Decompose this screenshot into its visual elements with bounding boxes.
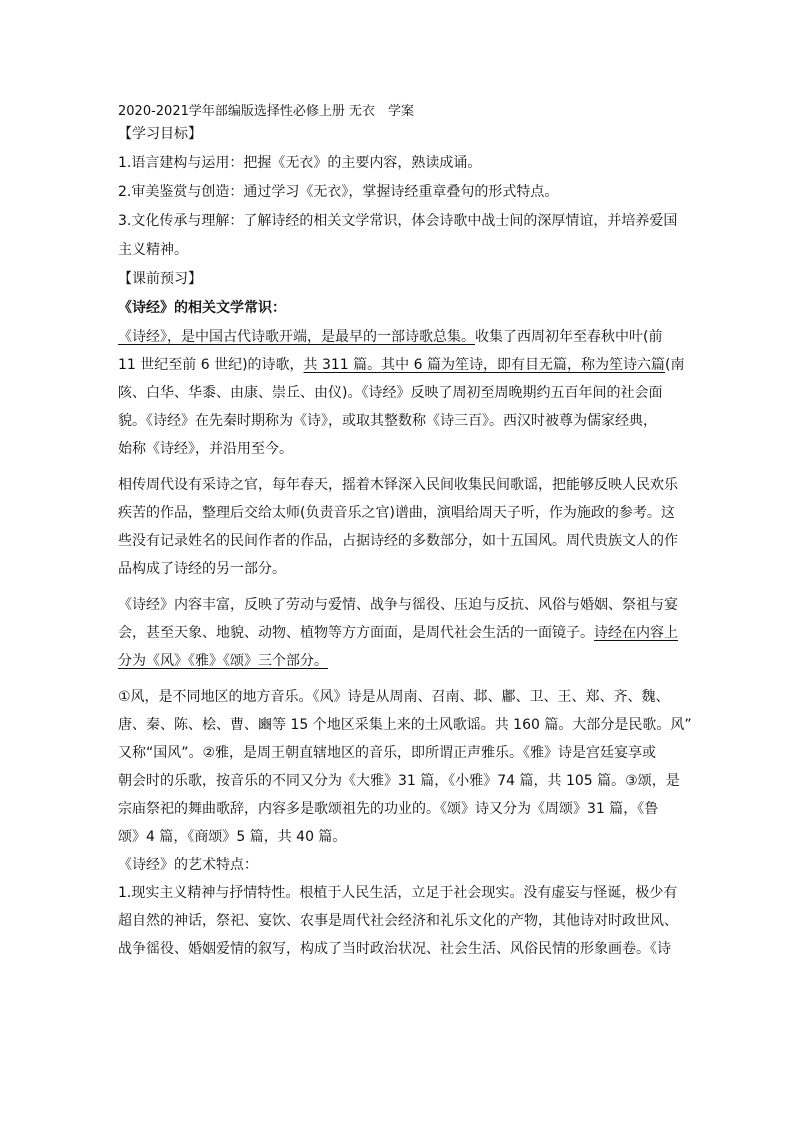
paragraph-line: 始称《诗经》，并沿用至今。 [118, 441, 293, 457]
paragraph-line: 超自然的神话，祭祀、宴饮、农事是周代社会经济和礼乐文化的产物，其他诗对时政世风、 [118, 913, 678, 929]
goal-line: 1.语言建构与运用：把握《无衣》的主要内容，熟读成诵。 [118, 155, 482, 171]
heading-shijing-knowledge: 《诗经》的相关文学常识： [118, 300, 286, 316]
goal-line: 主义精神。 [118, 242, 188, 258]
paragraph-line [118, 355, 685, 383]
paragraph-line [118, 623, 678, 651]
paragraph-line: ①风，是不同地区的地方音乐。《风》诗是从周南、召南、邶、鄘、卫、王、郑、齐、魏、 [118, 689, 670, 705]
paragraph-line: 品构成了诗经的另一部分。 [118, 561, 286, 577]
underlined-text: 《诗经》，是中国古代诗歌开端，是最早的一部诗歌总集。 [118, 329, 475, 345]
paragraph-line [118, 327, 678, 355]
paragraph-line: 貌。《诗经》在先秦时期称为《诗》，或取其整数称《诗三百》。西汉时被尊为儒家经典， [118, 413, 657, 429]
paragraph-line: 唐、秦、陈、桧、曹、豳等 15 个地区采集上来的土风歌谣。共 160 篇。大部分是民歌。风” [118, 717, 692, 733]
text-span: 会，甚至天象、地貌、动物、植物等方方面面，是周代社会生活的一面镜子。 [118, 625, 594, 641]
text-span: 11 世纪至前 6 世纪)的诗歌， [118, 357, 304, 373]
paragraph-line: 战争徭役、婚姻爱情的叙写，构成了当时政治状况、社会生活、风俗民情的形象画卷。《诗 [118, 941, 671, 957]
paragraph-line: 又称“国风”。②雅，是周王朝直辖地区的音乐，即所谓正声雅乐。《雅》诗是宫廷宴享或 [118, 745, 657, 761]
document-body [118, 102, 692, 967]
heading-art-features: 《诗经》的艺术特点： [118, 857, 258, 873]
heading-preview: 【课前预习】 [118, 271, 202, 287]
paragraph-line: 《诗经》内容丰富，反映了劳动与爱情、战争与徭役、压迫与反抗、风俗与婚姻、祭祖与宴 [118, 597, 678, 613]
paragraph-line: 颂》4 篇，《商颂》5 篇，共 40 篇。 [118, 829, 347, 845]
goal-line: 2.审美鉴赏与创造：通过学习《无衣》，掌握诗经重章叠句的形式特点。 [118, 184, 559, 200]
underlined-text: 分为《风》《雅》《颂》三个部分。 [118, 653, 328, 669]
paragraph-line [118, 651, 678, 679]
document-title: 2020-2021学年部编版选择性必修上册 无衣 学案 [118, 104, 414, 119]
paragraph-line: 陔、白华、华黍、由康、崇丘、由仪)。《诗经》反映了周初至周晚期约五百年间的社会面 [118, 385, 663, 401]
underlined-text: 共 311 篇。其中 6 篇为笙诗，即有目无篇，称为笙诗六篇 [303, 357, 665, 373]
heading-learning-goals: 【学习目标】 [118, 126, 202, 142]
paragraph-line: 疾苦的作品，整理后交给太师(负责音乐之官)谱曲，演唱给周天子听，作为施政的参考。这 [118, 505, 675, 521]
paragraph-line: 朝会时的乐歌，按音乐的不同又分为《大雅》31 篇，《小雅》74 篇，共 105 篇。③颂，是 [118, 773, 680, 789]
text-span: 收集了西周初年至春秋中叶(前 [475, 329, 663, 345]
paragraph-line: 相传周代设有采诗之官，每年春天，摇着木铎深入民间收集民间歌谣，把能够反映人民欢乐 [118, 477, 678, 493]
goal-line: 3.文化传承与理解：了解诗经的相关文学常识，体会诗歌中战士间的深厚情谊，并培养爱国 [118, 213, 678, 229]
paragraph-line: 些没有记录姓名的民间作者的作品，占据诗经的多数部分，如十五国风。周代贵族文人的作 [118, 533, 678, 549]
paragraph-line: 宗庙祭祀的舞曲歌辞，内容多是歌颂祖先的功业的。《颂》诗又分为《周颂》31 篇，《鲁 [118, 801, 659, 817]
paragraph-line: 1.现实主义精神与抒情特性。根植于人民生活，立足于社会现实。没有虚妄与怪诞，极少有 [118, 885, 678, 901]
underlined-text: 诗经在内容上 [594, 625, 678, 641]
text-span: (南 [664, 357, 685, 373]
